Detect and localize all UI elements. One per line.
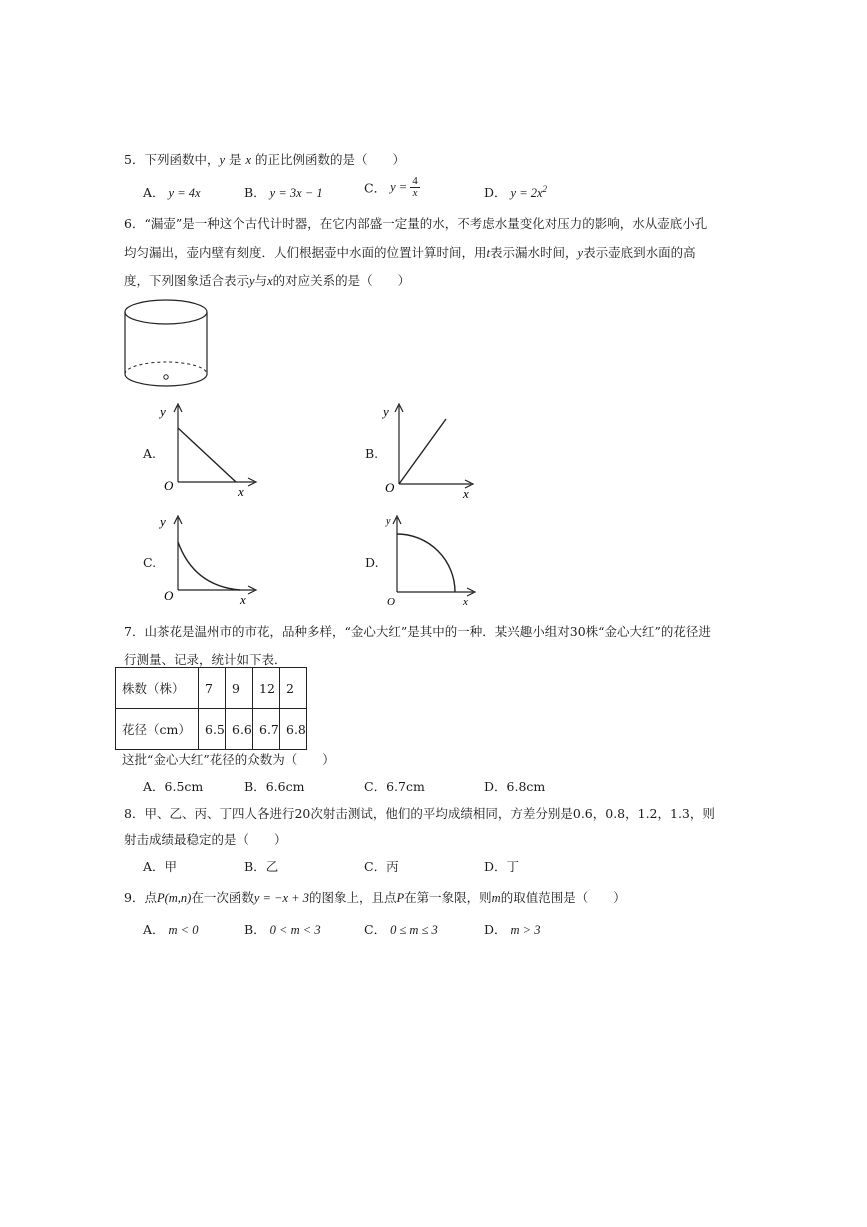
table-cell: 6.8 [280,709,307,750]
option-expr: 0 ≤ m ≤ 3 [390,923,438,937]
table-cell: 2 [280,668,307,709]
option-letter: D． [484,922,507,937]
origin-label: O [385,480,395,495]
table-header-cell: 花径（cm） [116,709,199,750]
option-letter: B． [244,859,266,874]
q6-graph-d[interactable] [383,510,483,610]
table-cell: 12 [253,668,280,709]
q6-graph-b-label: B. [365,446,379,461]
q9-point-p: P [396,891,405,905]
option-expr: y = 3x − 1 [269,186,323,200]
option-letter: A． [143,779,165,794]
q8-option-c[interactable] [364,857,399,875]
q6-graph-d-label: D. [365,555,379,570]
option-text: 乙 [265,859,279,874]
option-expr: 0 < m < 3 [269,923,321,937]
q6-line3-y: y [249,274,255,288]
table-cell: 9 [226,668,253,709]
q5-stem-post: 的正比例函数的是（ ） [251,152,406,167]
q9-stem [124,888,626,906]
q9-option-d[interactable] [484,920,540,938]
q6-graph-a-label: A. [143,446,157,461]
option-text: 丁 [506,859,520,874]
option-expr: y = [390,180,411,194]
q7-option-c[interactable] [364,777,425,795]
q7-question: 这批“金心大红”花径的众数为（ ） [122,752,335,767]
option-letter: B． [244,185,266,200]
table-cell: 6.6 [226,709,253,750]
q7-line2: 行测量、记录，统计如下表． [124,652,287,667]
table-cell: 6.5 [199,709,226,750]
q5-stem [124,150,405,168]
q8-option-d[interactable] [484,857,519,875]
option-expr: y = 4x [168,186,201,200]
option-letter: B． [244,779,266,794]
option-text: 6.8cm [506,779,546,794]
axis-y-label: y [383,404,389,419]
origin-label: O [387,596,395,608]
q6-line2-pre: 均匀漏出，壶内壁有刻度．人们根据壶中水面的位置计算时间，用 [124,245,487,260]
table-row [116,668,307,709]
q8-line1: 8．甲、乙、丙、丁四人各进行20次射击测试，他们的平均成绩相同，方差分别是0.6，0.8，1.2，1.3，则 [124,806,715,821]
q9-stem-post: 的取值范围是（ ） [500,890,626,905]
q6-line3-post: 的对应关系的是（ ） [272,273,411,288]
q6-line3-mid: 与 [254,273,268,288]
q5-fraction [410,176,420,199]
option-letter: B． [244,922,266,937]
q5-var-x: x [245,153,252,167]
q5-var-y: y [219,153,226,167]
q5-stem-pre: 5．下列函数中， [124,152,220,167]
option-letter: D． [484,859,507,874]
q6-graph-c-label: C. [143,555,157,570]
q5-option-c[interactable] [364,176,420,199]
axis-x-label: x [463,486,469,501]
option-letter: C． [364,180,387,196]
q8-option-b[interactable] [244,857,278,875]
hole-icon [164,375,168,379]
axis-y-label: y [386,516,391,527]
water-clock-cylinder-figure [118,298,214,394]
q6-line3-x: x [267,274,273,288]
option-letter: C． [364,922,387,937]
q6-line1: 6．“漏壶”是一种这个古代计时器，在它内部盛一定量的水，不考虑水量变化对压力的影响，水从壶底小孔 [124,216,708,231]
q9-option-c[interactable] [364,920,438,938]
q8-option-a[interactable] [143,857,177,875]
fraction-numerator: 4 [412,175,418,187]
axis-x-label: x [240,592,246,607]
option-letter: A． [143,859,165,874]
q9-option-a[interactable] [143,920,198,938]
q7-option-b[interactable] [244,777,304,795]
axis-y-label: y [160,404,166,419]
q9-stem-mid3: 在第一象限，则 [404,890,492,905]
q6-line3 [124,271,410,289]
q6-var-t: t [486,246,490,260]
q9-option-b[interactable] [244,920,321,938]
flower-data-table [115,667,307,750]
fraction-denominator: x [410,187,420,199]
option-letter: C． [364,779,387,794]
option-expr: y = 2x [510,186,543,200]
q6-graph-b[interactable] [383,400,483,500]
table-header-cell: 株数（株） [116,668,199,709]
q9-stem-pre: 9．点 [124,890,157,905]
table-cell: 6.7 [253,709,280,750]
q5-option-d[interactable] [484,183,547,201]
option-text: 甲 [164,859,178,874]
option-expr: m < 0 [168,923,199,937]
option-letter: C． [364,859,387,874]
q7-option-a[interactable] [143,777,203,795]
q6-line3-pre: 度，下列图象适合表示 [124,273,250,288]
option-text: 6.5cm [164,779,204,794]
table-cell: 7 [199,668,226,709]
option-text: 6.7cm [386,779,425,794]
q5-option-a[interactable] [143,183,201,201]
q6-line2-post: 表示壶底到水面的高 [583,245,696,260]
axis-y-label: y [160,514,166,529]
q9-point: P(m,n) [156,891,192,905]
axis-x-label: x [238,484,244,499]
q6-var-y: y [577,246,584,260]
option-letter: A． [143,922,165,937]
q9-function: y = −x + 3 [253,891,309,905]
q6-line2-mid: 表示漏水时间， [490,245,578,260]
origin-label: O [164,478,174,493]
table-row [116,709,307,750]
q7-option-d[interactable] [484,777,545,795]
option-letter: D． [484,779,507,794]
q6-line2 [124,243,696,261]
option-text: 丙 [386,859,399,874]
q5-option-b[interactable] [244,183,323,201]
q9-stem-mid1: 在一次函数 [191,890,254,905]
option-exponent: 2 [542,183,548,194]
option-letter: A． [143,185,165,200]
q6-graph-a[interactable] [160,400,260,500]
option-expr: m > 3 [510,923,541,937]
origin-label: O [164,588,174,603]
axis-x-label: x [463,596,468,608]
q8-line2: 射击成绩最稳定的是（ ） [124,832,287,847]
q6-graph-c[interactable] [160,510,260,610]
q5-stem-mid: 是 [225,152,246,167]
option-text: 6.6cm [265,779,305,794]
option-letter: D． [484,185,507,200]
q9-stem-mid2: 的图象上，且点 [309,890,397,905]
q7-line1: 7．山茶花是温州市的市花，品种多样，“金心大红”是其中的一种．某兴趣小组对30株“金心大红”的花径进 [124,624,711,639]
q9-var-m: m [491,891,501,905]
